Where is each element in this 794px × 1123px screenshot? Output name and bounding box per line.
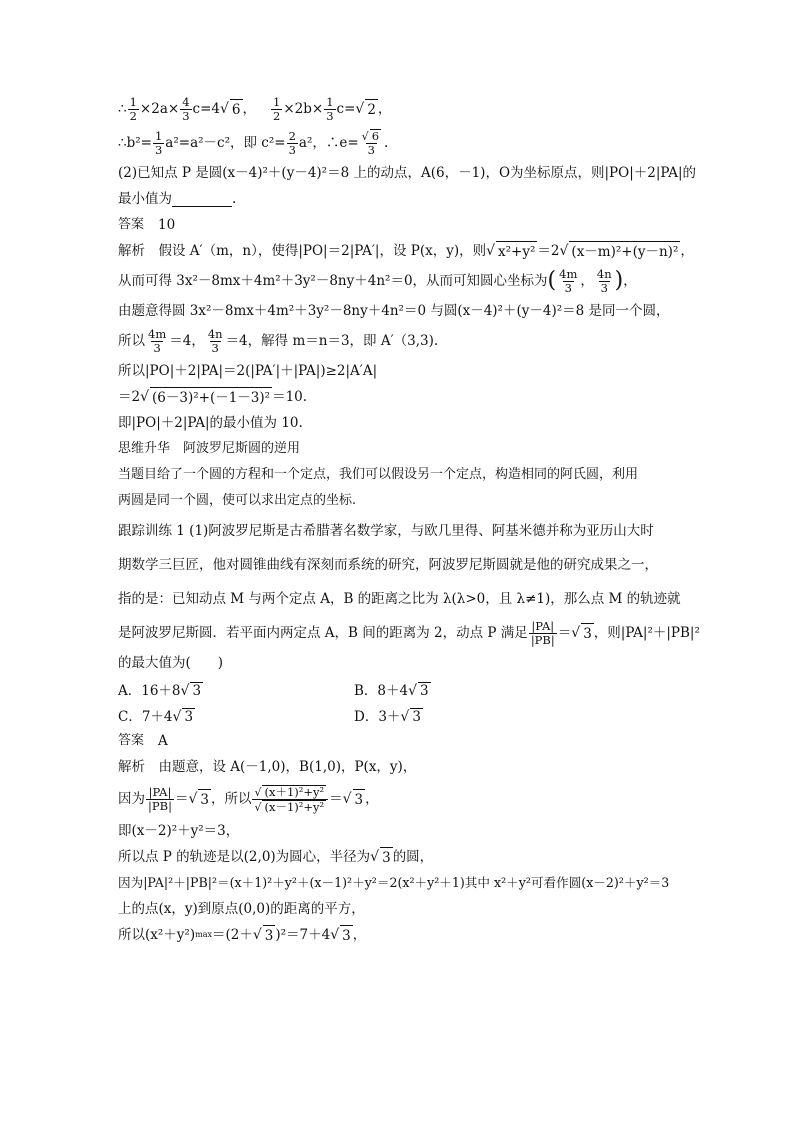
paren-right: ) <box>614 268 624 293</box>
text-seg: . <box>232 191 237 207</box>
answer-label: 答案 <box>118 733 145 748</box>
radical-sign: √ <box>254 800 262 814</box>
solution-line-4 <box>118 324 678 358</box>
frac-den: 3 <box>564 280 572 295</box>
radical-sign: √ <box>330 927 340 943</box>
answer-value: 10 <box>158 217 176 233</box>
answer-value: A <box>158 733 168 749</box>
option-c[interactable] <box>118 705 354 725</box>
solution-line-7: 即|PO|＋2|PA|的最小值为 10. <box>118 415 303 431</box>
frac-num: |PA| <box>531 618 555 633</box>
frac-den: 3 <box>288 142 296 157</box>
therefore-symbol: ∴ <box>118 101 127 117</box>
frac-den: 3 <box>600 280 608 295</box>
frac-den: 3 <box>326 108 334 123</box>
frac-den: 2 <box>273 108 281 123</box>
sqrt-content: (x－m)²+(y－n)² <box>569 241 680 262</box>
fraction-two-thirds <box>287 130 298 157</box>
paren-left: ( <box>547 268 557 293</box>
sqrt-content: 6 <box>371 129 380 143</box>
text-seg: ＝ <box>557 625 572 641</box>
frac-num <box>360 129 383 143</box>
frac-num: 4m <box>148 326 167 341</box>
insight-line-1: 当题目给了一个圆的方程和一个定点，我们可以假设另一个定点，构造相同的阿氏圆，利用 <box>118 467 639 482</box>
frac-num: 4m <box>559 266 578 281</box>
text-seg: ＝(2＋ <box>211 927 253 943</box>
solution-line-3: 由题意得圆 3x²－8mx＋4m²＋3y²－8ny＋4n²＝0 与圆(x－4)²＋(y－4)²＝8 是同一个圆， <box>118 303 670 319</box>
sqrt-content: 3 <box>353 789 366 810</box>
text-seg: ＝2 <box>118 389 141 405</box>
option-a[interactable] <box>118 679 354 699</box>
text-seg: ， <box>352 927 367 943</box>
radical-sign: √ <box>219 101 229 117</box>
text-seg: C．7＋4 <box>118 709 173 725</box>
radical-sign: √ <box>188 791 198 807</box>
text-seg: ×2b× <box>283 101 324 117</box>
text-seg: ， <box>623 273 637 289</box>
frac-num: 1 <box>154 128 163 143</box>
fraction-one-third <box>324 96 335 123</box>
option-d[interactable] <box>354 705 590 725</box>
answer-label: 答案 <box>118 217 145 232</box>
solution2-line-4 <box>118 844 678 870</box>
text-seg: ＝4， <box>169 333 205 349</box>
sqrt-content: 3 <box>581 623 594 644</box>
radical-sign: √ <box>486 243 496 259</box>
text-seg: 最小值为 <box>118 191 172 207</box>
text-seg: ，所以 <box>210 791 252 807</box>
frac-den: 2 <box>129 108 137 123</box>
text-seg: 所以 <box>118 333 145 349</box>
frac-den: |PB| <box>148 798 172 813</box>
text-seg: c= <box>336 101 356 117</box>
radical-sign: √ <box>571 625 581 641</box>
text-seg: ， <box>377 101 392 117</box>
frac-den: |PB| <box>530 632 555 647</box>
text-seg: ， <box>365 791 379 807</box>
frac-num: 4n <box>207 326 223 341</box>
radical-sign: √ <box>140 389 150 405</box>
answer-line <box>118 728 678 754</box>
fraction-4n-3 <box>595 268 614 295</box>
text-seg: 的圆， <box>392 849 434 865</box>
fraction-one-half <box>271 96 282 123</box>
exercise-line-3: 指的是：已知动点 M 与两个定点 A，B 的距离之比为 λ(λ>0，且 λ≠1)，那么点 M 的轨迹就 <box>118 591 681 607</box>
text-seg: ＝ <box>329 791 343 807</box>
frac-num: |PA| <box>148 784 172 799</box>
sqrt-content: 2 <box>365 99 378 120</box>
option-b[interactable] <box>354 679 590 699</box>
text-seg: 解析 假设 A′（m，n），使得|PO|＝2|PA′|，设 P(x，y)，则 <box>118 243 487 259</box>
text-seg: ＝2 <box>537 243 560 259</box>
text-seg: 是阿波罗尼斯圆．若平面内两定点 A，B 间的距离为 2，动点 P 满足 <box>118 625 528 641</box>
radical-sign: √ <box>559 243 569 259</box>
solution-line-6 <box>118 384 678 410</box>
text-seg: )²＝7＋4 <box>275 927 331 943</box>
solution-line-1 <box>118 238 694 264</box>
fraction-pa-pb <box>529 620 557 647</box>
text-seg: 从而可得 3x²－8mx＋4m²＋3y²－8ny＋4n²＝0，从而可知圆心坐标为 <box>118 273 548 289</box>
answer-line <box>118 212 678 238</box>
text-seg: ＝4，解得 m＝n＝3，即 A′（3,3). <box>225 333 439 349</box>
text-seg: ×2a× <box>139 101 180 117</box>
insight-line-2: 两圆是同一个圆，使可以求出定点的坐标. <box>118 493 357 508</box>
answer-blank <box>172 192 232 207</box>
sqrt-content: 3 <box>198 789 211 810</box>
solution2-line-3: 即(x－2)²＋y²＝3， <box>118 823 240 839</box>
frac-num: 4n <box>596 266 612 281</box>
radical-sign: √ <box>400 709 410 725</box>
text-seg: ， <box>580 273 594 289</box>
question-line-1: (2)已知点 P 是圆(x－4)²＋(y－4)²＝8 上的动点，A(6，－1)，O为坐标原点，则|PO|＋2|PA|的 <box>118 165 697 181</box>
fraction-four-thirds <box>180 96 191 123</box>
solution2-line-7 <box>118 922 678 948</box>
equation-line-1 <box>118 92 678 126</box>
sqrt-content: 3 <box>192 683 202 699</box>
text-seg: ， <box>242 101 256 117</box>
frac-num: 2 <box>288 128 296 143</box>
frac-den: 3 <box>154 142 163 157</box>
sqrt-content: x²+y² <box>496 241 537 262</box>
radical-sign: √ <box>370 849 380 865</box>
frac-den: 3 <box>211 340 219 355</box>
radical-sign: √ <box>172 709 182 725</box>
radical-sign: √ <box>355 101 365 117</box>
text-seg: a²=a²－c²，即 c²= <box>165 135 286 151</box>
sqrt-content: 3 <box>263 925 276 946</box>
radical-sign: √ <box>361 130 369 143</box>
sqrt-content: 3 <box>380 847 393 868</box>
solution2-line-2 <box>118 780 678 818</box>
text-seg: 因为 <box>118 791 145 807</box>
frac-num: 4 <box>182 94 190 109</box>
subscript-max: max <box>195 930 212 939</box>
exercise-line-1: 跟踪训练 1 (1)阿波罗尼斯是古希腊著名数学家，与欧几里得、阿基米德并称为亚历山大时 <box>118 523 654 539</box>
exercise-line-2: 期数学三巨匠，他对圆锥曲线有深刻而系统的研究，阿波罗尼斯圆就是他的研究成果之一， <box>118 557 658 573</box>
text-seg: . <box>384 135 389 151</box>
text-seg: A．16＋8 <box>118 683 181 699</box>
fraction-4n-3 <box>206 328 225 355</box>
options-row-2 <box>118 702 678 728</box>
sqrt-content: 3 <box>184 709 194 725</box>
exercise-line-4 <box>118 616 700 650</box>
document-page <box>118 92 700 948</box>
sqrt-content: 3 <box>420 683 429 699</box>
equation-line-2 <box>118 126 678 160</box>
solution-line-2 <box>118 264 678 298</box>
text-seg: ＝ <box>174 791 189 807</box>
text-seg: ∴b²= <box>118 135 152 151</box>
solution2-line-5: 因为|PA|²＋|PB|²＝(x＋1)²＋y²＋(x－1)²＋y²＝2(x²＋y²＋1)其中 x²＋y²可看作圆(x－2)²＋y²＝3 <box>118 875 670 890</box>
options-row-1 <box>118 676 678 702</box>
sqrt-content: (x＋1)²+y² <box>264 784 325 799</box>
solution-line-5: 所以|PO|＋2|PA|＝2(|PA′|＋|PA|)≥2|A′A| <box>118 363 378 379</box>
text-seg: 所以点 P 的轨迹是以(2,0)为圆心，半径为 <box>118 849 371 865</box>
text-seg: 所以(x²＋y²) <box>118 927 196 943</box>
fraction-sqrt6-over-3 <box>360 129 383 157</box>
fraction-4m-3 <box>146 328 168 355</box>
text-seg: ，则|PA|²＋|PB|² <box>593 625 700 641</box>
solution2-line-1: 解析 由题意，设 A(－1,0)，B(1,0)，P(x，y)， <box>118 759 417 775</box>
frac-den: 3 <box>367 143 375 157</box>
text-seg: a²，∴e= <box>298 135 359 151</box>
frac-den: 3 <box>182 108 190 123</box>
sqrt-content: (x－1)²+y² <box>264 799 325 814</box>
radical-sign: √ <box>254 785 262 799</box>
question-line-2 <box>118 186 678 212</box>
radical-sign: √ <box>342 791 352 807</box>
frac-num: 1 <box>129 94 137 109</box>
fraction-4m-3 <box>557 268 579 295</box>
fraction-one-third <box>153 130 164 157</box>
fraction-pa-pb <box>146 786 174 813</box>
text-seg: D．3＋ <box>354 709 401 725</box>
fraction-distance-ratio <box>252 785 328 814</box>
text-seg: B．8＋4 <box>354 683 409 699</box>
radical-sign: √ <box>252 927 262 943</box>
sqrt-content: 3 <box>412 709 421 725</box>
text-seg: ， <box>680 243 694 259</box>
radical-sign: √ <box>180 683 190 699</box>
sqrt-content: 3 <box>340 925 353 946</box>
frac-num: 1 <box>326 94 334 109</box>
solution2-line-6: 上的点(x，y)到原点(0,0)的距离的平方， <box>118 901 365 917</box>
insight-title: 思维升华 阿波罗尼斯圆的逆用 <box>118 441 301 456</box>
frac-den <box>252 799 328 814</box>
radical-sign: √ <box>408 683 418 699</box>
frac-den: 3 <box>153 340 161 355</box>
text-seg: ＝10. <box>272 389 308 405</box>
frac-num <box>252 785 328 799</box>
frac-num: 1 <box>273 94 281 109</box>
sqrt-content: (6－3)²+(－1－3)² <box>150 387 272 408</box>
fraction-one-half <box>128 96 139 123</box>
exercise-line-5: 的最大值为( ) <box>118 655 224 671</box>
sqrt-content: 6 <box>230 99 243 120</box>
text-seg: c=4 <box>192 101 220 117</box>
